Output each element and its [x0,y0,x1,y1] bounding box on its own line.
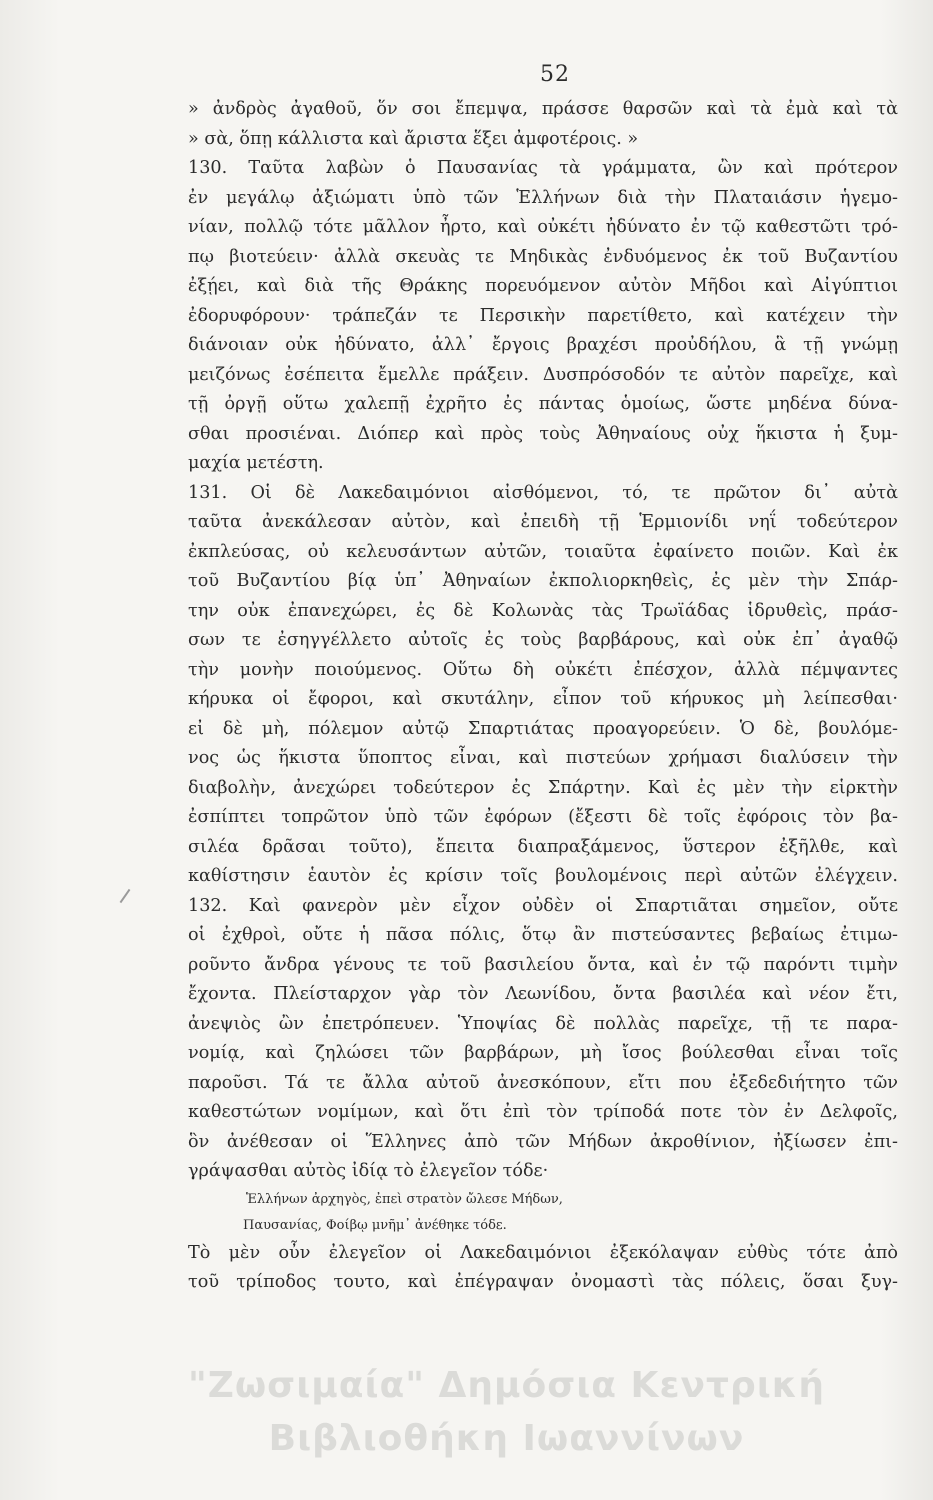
text-line: μαχία μετέστη. [188,453,324,473]
epigram-line: Ἑλλήνων ἀρχηγὸς, ἐπεὶ στρατὸν ὤλεσε Μήδων, [246,1191,563,1207]
text-line: διαβολὴν, ἀνεχώρει τοδεύτερον ἐς Σπάρτην. Καὶ ἐς μὲν τὴν εἱρκτὴν [188,777,898,798]
text-line: οἱ ἐχθροὶ, οὔτε ἡ πᾶσα πόλις, ὅτῳ ἂν πιστεύσαντες βεβαίως ἐτιμω- [188,925,898,945]
text-line: μειζόνως ἐσέπειτα ἔμελλε πράξειν. Δυσπρόσοδόν τε αὐτὸν παρεῖχε, καὶ [188,364,898,385]
text-line: ἐσπίπτει τοπρῶτον ὑπὸ τῶν ἐφόρων (ἔξεστι δὲ τοῖς ἐφόροις τὸν βα- [188,807,898,827]
page-number: 52 [540,62,570,87]
text-line: κήρυκα οἱ ἔφοροι, καὶ σκυτάλην, εἶπον τοῦ κήρυκος μὴ λείπεσθαι· [188,689,898,709]
text-line: » ἀνδρὸς ἀγαθοῦ, ὅν σοι ἔπεμψα, πράσσε θαρσῶν καὶ τὰ ἐμὰ καὶ τὰ [188,99,898,119]
text-line: ἐδορυφόρουν· τράπεζάν τε Περσικὴν παρετίθετο, καὶ κατέχειν τὴν [188,305,898,326]
text-line: σθαι προσιέναι. Διόπερ καὶ πρὸς τοὺς Ἀθηναίους οὐχ ἥκιστα ἡ ξυμ- [188,423,898,444]
section-132-start: 132. Καὶ φανερὸν μὲν εἶχον οὐδὲν οἱ Σπαρτιᾶται σημεῖον, οὔτε [188,895,898,916]
text-line: ἐξῄει, καὶ διὰ τῆς Θράκης πορευόμενον αὐτὸν Μῆδοι καὶ Αἰγύπτιοι [188,276,898,296]
margin-pencil-mark [120,889,131,903]
text-line: πῳ βιοτεύειν· ἀλλὰ σκευὰς τε Μηδικὰς ἐνδυόμενος ἐκ τοῦ Βυζαντίου [188,246,898,267]
text-line: την οὐκ ἐπανεχώρει, ἐς δὲ Κολωνὰς τὰς Τρωϊάδας ἱδρυθεὶς, πράσ- [188,600,898,621]
text-line: γράψασθαι αὐτὸς ἰδίᾳ τὸ ἐλεγεῖον τόδε· [188,1161,549,1181]
text-line: ἀνεψιὸς ὢν ἐπετρόπευεν. Ὑποψίας δὲ πολλὰς παρεῖχε, τῇ τε παρα- [188,1013,898,1034]
text-line: » σὰ, ὅπῃ κάλλιστα καὶ ἄριστα ἕξει ἀμφοτέροις. » [188,128,639,149]
text-line: νος ὡς ἥκιστα ὕποπτος εἶναι, καὶ πιστεύων χρήμασι διαλύσειν τὴν [188,748,898,768]
text-line: σιλέα δρᾶσαι τοῦτο), ἔπειτα διαπραξάμενος, ὕστερον ἐξῆλθε, καὶ [188,836,898,857]
text-line: Τὸ μὲν οὖν ἐλεγεῖον οἱ Λακεδαιμόνιοι ἐξεκόλαψαν εὐθὺς τότε ἀπὸ [188,1242,898,1263]
text-line: ἔχοντα. Πλείσταρχον γὰρ τὸν Λεωνίδου, ὄντα βασιλέα καὶ νέον ἔτι, [188,984,898,1004]
text-line: διάνοιαν οὐκ ἠδύνατο, ἀλλ᾽ ἔργοις βραχέσι προὐδήλου, ἃ τῇ γνώμῃ [188,335,898,355]
text-line: ὃν ἀνέθεσαν οἱ Ἕλληνες ἀπὸ τῶν Μήδων ἀκροθίνιον, ἠξίωσεν ἐπι- [188,1131,898,1152]
section-131-start: 131. Οἱ δὲ Λακεδαιμόνιοι αἰσθόμενοι, τό, τε πρῶτον δι᾽ αὐτὰ [188,482,898,503]
text-line: σων τε ἐσηγγέλλετο αὐτοῖς ἐς τοὺς βαρβάρους, καὶ οὐκ ἐπ᾽ ἀγαθῷ [188,630,898,650]
text-line: τοῦ τρίποδος τουτο, καὶ ἐπέγραψαν ὀνομαστὶ τὰς πόλεις, ὅσαι ξυγ- [188,1272,898,1292]
text-line: ροῦντο ἄνδρα γένους τε τοῦ βασιλείου ὄντα, καὶ ἐν τῷ παρόντι τιμὴν [188,954,898,975]
text-line: εἰ δὲ μὴ, πόλεμον αὐτῷ Σπαρτιάτας προαγορεύειν. Ὁ δὲ, βουλόμε- [188,718,898,739]
text-line: νομίᾳ, καὶ ζηλώσει τῶν βαρβάρων, μὴ ἴσος βούλεσθαι εἶναι τοῖς [188,1043,898,1063]
text-line: καθίστησιν ἑαυτὸν ἐς κρίσιν τοῖς βουλομένοις περὶ αὐτῶν ἐλέγχειν. [188,866,898,886]
library-watermark-line1: "Ζωσιμαία" Δημόσια Κεντρική [188,1365,825,1406]
text-line: καθεστώτων νομίμων, καὶ ὅτι ἐπὶ τὸν τρίποδά ποτε τὸν ἐν Δελφοῖς, [188,1102,898,1122]
text-line: νίαν, πολλῷ τότε μᾶλλον ἦρτο, καὶ οὐκέτι ἠδύνατο ἐν τῷ καθεστῶτι τρό- [188,217,898,237]
text-line: τὴν μονὴν ποιούμενος. Οὕτω δὴ οὐκέτι ἐπέσχον, ἀλλὰ πέμψαντες [188,659,898,680]
text-line: τῇ ὀργῇ οὕτω χαλεπῇ ἐχρῆτο ἐς πάντας ὁμοίως, ὥστε μηδένα δύνα- [188,394,898,414]
text-line: ἐκπλεύσας, οὐ κελευσάντων αὐτῶν, τοιαῦτα ἐφαίνετο ποιῶν. Καὶ ἐκ [188,541,898,562]
text-line: ταῦτα ἀνεκάλεσαν αὐτὸν, καὶ ἐπειδὴ τῇ Ἑρμιονίδι νηΐ τοδεύτερον [188,512,898,532]
text-line: ἐν μεγάλῳ ἀξιώματι ὑπὸ τῶν Ἑλλήνων διὰ τὴν Πλαταιάσιν ἡγεμο- [188,187,898,208]
library-watermark-line2: Βιβλιοθήκη Ιωαννίνων [268,1418,745,1459]
body-text [188,95,898,1298]
text-line: παροῦσι. Τά τε ἄλλα αὐτοῦ ἀνεσκόπουν, εἴτι που ἐξεδεδιήτητο τῶν [188,1072,898,1093]
epigram-line: Παυσανίας, Φοίβῳ μνῆμ᾽ ἀνέθηκε τόδε. [243,1217,507,1233]
section-130-start: 130. Ταῦτα λαβὼν ὁ Παυσανίας τὰ γράμματα, ὢν καὶ πρότερον [188,158,898,178]
text-line: τοῦ Βυζαντίου βίᾳ ὑπ᾽ Ἀθηναίων ἐκπολιορκηθεὶς, ἐς μὲν τὴν Σπάρ- [188,571,898,591]
